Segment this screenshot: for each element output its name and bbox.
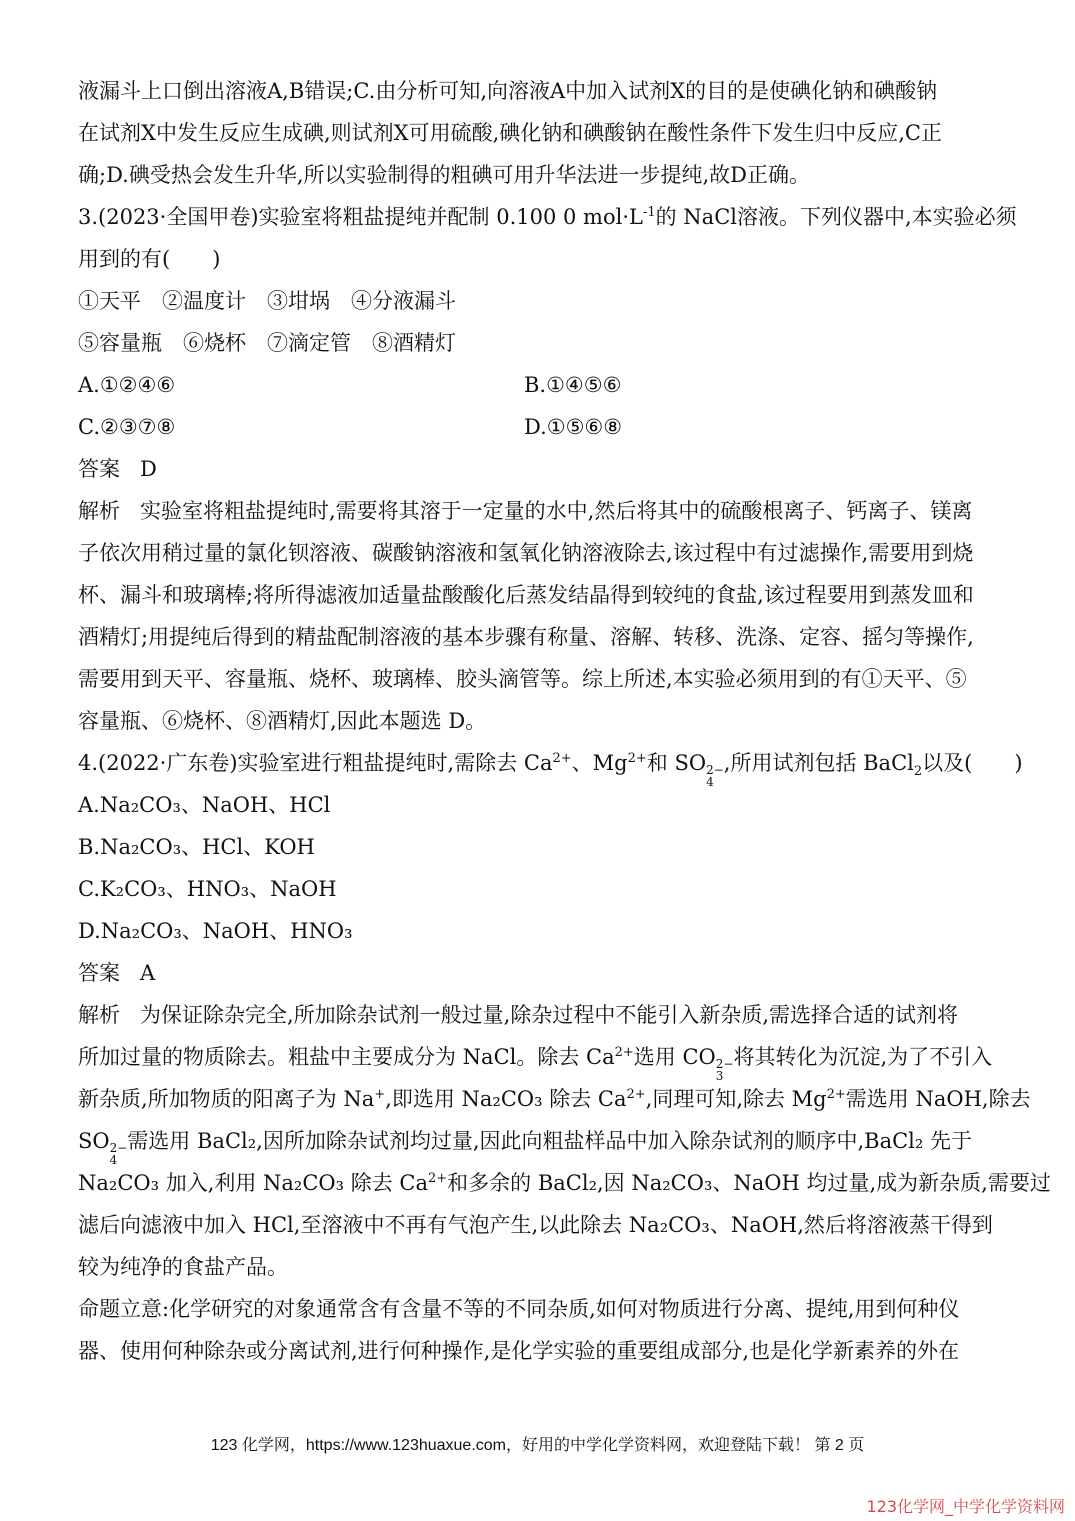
option-c: C.K₂CO₃、HNO₃、NaOH [78,877,337,901]
document-body [78,70,1051,1372]
question-3-options [78,364,1008,406]
option-a: A.①②④⑥ [78,373,176,397]
question-3-analysis: 解析 实验室将粗盐提纯时,需要将其溶于一定量的水中,然后将其中的硫酸根离子、钙离子、镁离 [78,499,973,523]
question-4-answer: 答案 A [78,961,156,985]
watermark: 123化学网_中学化学资料网 [866,1497,1065,1516]
question-4-analysis: 解析 为保证除杂完全,所加除杂试剂一般过量,除杂过程中不能引入新杂质,需选择合适的试剂将 [78,1003,959,1027]
question-3-items: ①天平 ②温度计 ③坩埚 ④分液漏斗 [78,289,456,313]
option-a: A.Na₂CO₃、NaOH、HCl [78,793,331,817]
option-d: D.①⑤⑥⑧ [524,415,623,439]
option-b: B.①④⑤⑥ [524,373,622,397]
analysis-line: SO 2− 4 需选用 BaCl₂,因所加除杂试剂均过量,因此向粗盐样品中加入除杂试剂的顺序中,BaCl₂ 先于 [78,1129,972,1167]
text-line: 液漏斗上口倒出溶液A,B错误;C.由分析可知,向溶液A中加入试剂X的目的是使碘化钠和碘酸钠 [78,79,938,103]
intent-line: 器、使用何种除杂或分离试剂,进行何种操作,是化学实验的重要组成部分,也是化学新素养的外在 [78,1339,960,1363]
analysis-line: 子依次用稍过量的氯化钡溶液、碳酸钠溶液和氢氧化钠溶液除去,该过程中有过滤操作,需要用到烧 [78,541,974,565]
page-footer: 123 化学网，https://www.123huaxue.com，好用的中学化学资料网，欢迎登陆下载！ 第 2 页 [210,1437,865,1454]
option-b: B.Na₂CO₃、HCl、KOH [78,835,315,859]
analysis-line: 需要用到天平、容量瓶、烧杯、玻璃棒、胶头滴管等。综上所述,本实验必须用到的有①天平、⑤ [78,667,967,691]
analysis-line: 容量瓶、⑥烧杯、⑧酒精灯,因此本题选 D。 [78,709,487,733]
ion-charge-stack: 2− 4 [109,1141,128,1167]
analysis-line: 杯、漏斗和玻璃棒;将所得滤液加适量盐酸酸化后蒸发结晶得到较纯的食盐,该过程要用到蒸发皿和 [78,583,974,607]
analysis-line: 较为纯净的食盐产品。 [78,1255,288,1279]
analysis-line: 所加过量的物质除去。粗盐中主要成分为 NaCl。除去 $Ca^{2+}$选用 CO 2− 3 将其转化为沉淀,为了不引入 [78,1045,993,1083]
text-line: 确;D.碘受热会发生升华,所以实验制得的粗碘可用升华法进一步提纯,故D正确。 [78,163,811,187]
analysis-line: 新杂质,所加物质的阳离子为 Na+,即选用 Na₂CO₃ 除去 $Ca^{2+}$,同理可知,除去 $Mg^{2+}$需选用 NaOH,除去 [78,1087,1031,1111]
analysis-line: 滤后向滤液中加入 HCl,至溶液中不再有气泡产生,以此除去 Na₂CO₃、NaOH,然后将溶液蒸干得到 [78,1213,993,1237]
question-3-options [78,406,1008,448]
question-3-stem: 3.(2023·全国甲卷)实验室将粗盐提纯并配制 0.100 0 $mol\cdot L^{-1}$的 NaCl溶液。下列仪器中,本实验必须 [78,205,1017,229]
analysis-line: 酒精灯;用提纯后得到的精盐配制溶液的基本步骤有称量、溶解、转移、洗涤、定容、摇匀等操作, [78,625,974,649]
option-c: C.②③⑦⑧ [78,415,176,439]
question-4-stem: 4.(2022·广东卷)实验室进行粗盐提纯时,需除去 $Ca^{2+}$、$Mg^{2+}$和 SO 2− 4 ,所用试剂包括 BaCl$_2$以及( ) [78,751,1023,789]
ion-charge-stack: 2− 3 [715,1057,734,1083]
text-line: 在试剂X中发生反应生成碘,则试剂X可用硫酸,碘化钠和碘酸钠在酸性条件下发生归中反应,C正 [78,121,942,145]
question-3-items: ⑤容量瓶 ⑥烧杯 ⑦滴定管 ⑧酒精灯 [78,331,456,355]
intent-line: 命题立意:化学研究的对象通常含有含量不等的不同杂质,如何对物质进行分离、提纯,用到何种仪 [78,1297,960,1321]
question-3-stem-cont: 用到的有( ) [78,247,221,271]
analysis-line: Na₂CO₃ 加入,利用 Na₂CO₃ 除去 $Ca^{2+}$和多余的 BaCl₂,因 Na₂CO₃、NaOH 均过量,成为新杂质,需要过 [78,1171,1051,1195]
ion-charge-stack: 2− 4 [706,763,724,789]
option-d: D.Na₂CO₃、NaOH、HNO₃ [78,919,353,943]
question-3-answer: 答案 D [78,457,157,481]
